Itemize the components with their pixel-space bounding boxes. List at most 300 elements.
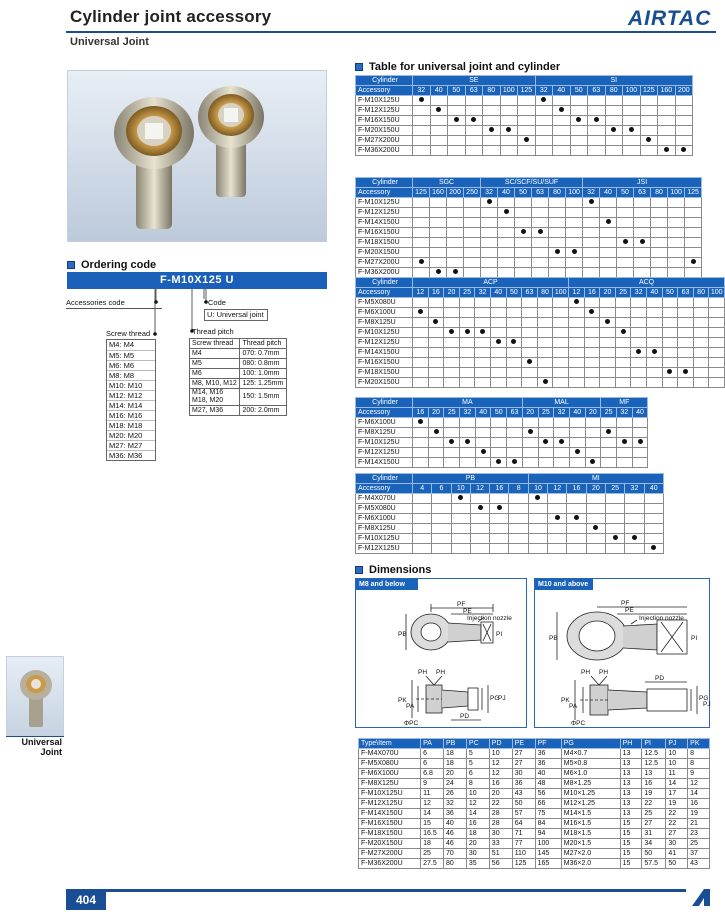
dimension-cell: 50 — [642, 849, 666, 859]
compat-cell — [584, 298, 600, 308]
compat-cell — [518, 96, 536, 106]
compat-row — [356, 494, 664, 504]
compat-cell — [631, 338, 647, 348]
bore-size-header: 10 — [528, 484, 547, 494]
compat-cell — [483, 146, 501, 156]
dimension-cell: 70 — [444, 849, 467, 859]
bore-size-header: 80 — [693, 288, 709, 298]
compat-cell — [709, 338, 725, 348]
compat-cell — [566, 218, 583, 228]
compat-cell — [522, 358, 538, 368]
compat-cell — [566, 248, 583, 258]
compat-cell — [413, 368, 429, 378]
compat-cell — [464, 268, 481, 278]
compat-cell — [601, 448, 617, 458]
compatible-dot-icon — [454, 117, 459, 122]
compat-cell — [549, 258, 566, 268]
compat-cell — [651, 248, 668, 258]
compatible-dot-icon — [453, 269, 458, 274]
bore-size-header: 63 — [588, 86, 606, 96]
compat-cell — [413, 448, 429, 458]
bore-size-header: 100 — [623, 86, 641, 96]
compat-cell — [615, 358, 631, 368]
compat-cell — [615, 348, 631, 358]
compat-cell — [428, 368, 444, 378]
compat-cell — [585, 458, 601, 468]
compat-cell — [428, 338, 444, 348]
compat-cell — [549, 198, 566, 208]
compat-cell — [483, 136, 501, 146]
compat-cell — [566, 198, 583, 208]
compat-cell — [483, 116, 501, 126]
compat-cell — [685, 218, 702, 228]
compat-cell — [625, 544, 644, 554]
dimension-cell: 26 — [444, 789, 467, 799]
compat-cell — [413, 198, 430, 208]
bore-size-header: 25 — [444, 408, 460, 418]
compat-cell — [507, 428, 523, 438]
compat-cell — [640, 96, 658, 106]
compat-cell — [413, 208, 430, 218]
compat-cell — [465, 106, 483, 116]
rod-end-drawing-large — [535, 590, 709, 727]
compat-cell — [413, 494, 432, 504]
compat-cell — [507, 418, 523, 428]
compat-cell — [498, 228, 515, 238]
pitch-row — [190, 406, 287, 416]
dimension-header-cell: PI — [642, 739, 666, 749]
dimension-cell: 18 — [444, 749, 467, 759]
dimension-cell: 14 — [688, 789, 710, 799]
compat-cell — [634, 258, 651, 268]
compat-cell — [475, 418, 491, 428]
compatible-dot-icon — [691, 259, 696, 264]
compat-cell — [509, 504, 528, 514]
compat-cell — [647, 298, 663, 308]
compatible-dot-icon — [535, 495, 540, 500]
dimension-cell: 13 — [620, 769, 642, 779]
bore-size-header: 16 — [567, 484, 586, 494]
dimension-cell: 40 — [535, 769, 561, 779]
compat-cell — [651, 228, 668, 238]
compat-cell — [675, 126, 693, 136]
dimension-row — [359, 779, 710, 789]
label-pf-large: PF — [621, 600, 630, 607]
compat-cell — [685, 208, 702, 218]
compat-cell — [459, 358, 475, 368]
compat-cell — [693, 378, 709, 388]
compat-cell — [522, 458, 538, 468]
compat-cell — [509, 524, 528, 534]
accessory-model-cell: F-M18X150U — [356, 238, 413, 248]
bore-size-header: 80 — [537, 288, 553, 298]
pitch-cell: 150: 1.5mm — [240, 389, 287, 406]
compat-cell — [506, 298, 522, 308]
compat-row — [356, 338, 725, 348]
bore-size-header: 32 — [625, 484, 644, 494]
dimension-cell: 15 — [620, 839, 642, 849]
dimension-cell: 17 — [666, 789, 688, 799]
compat-cell — [522, 378, 538, 388]
compat-cell — [430, 268, 447, 278]
compat-cell — [567, 524, 586, 534]
dimension-cell: 13 — [620, 809, 642, 819]
compatible-dot-icon — [418, 419, 423, 424]
compat-cell — [647, 368, 663, 378]
compat-cell — [490, 514, 509, 524]
compat-cell — [606, 504, 625, 514]
compat-cell — [498, 258, 515, 268]
dimension-cell: 37 — [688, 849, 710, 859]
compat-cell — [588, 146, 606, 156]
dimension-cell: 13 — [642, 769, 666, 779]
compat-cell — [625, 494, 644, 504]
compat-cell — [615, 378, 631, 388]
compatible-dot-icon — [458, 495, 463, 500]
compat-cell — [658, 136, 676, 146]
compat-cell — [586, 544, 605, 554]
compat-cell — [522, 308, 538, 318]
compat-cell — [483, 126, 501, 136]
compat-cell — [522, 348, 538, 358]
compat-cell — [460, 448, 476, 458]
bore-size-header: 20 — [522, 408, 538, 418]
compat-cell — [428, 428, 444, 438]
dimension-header-cell: PE — [512, 739, 535, 749]
compat-cell — [647, 358, 663, 368]
compat-cell — [569, 368, 585, 378]
compat-cell — [448, 96, 466, 106]
compat-cell — [447, 218, 464, 228]
compat-cell — [522, 438, 538, 448]
label-ph-left-large: PH — [581, 669, 591, 676]
bore-size-header: 40 — [490, 288, 506, 298]
compat-cell — [490, 358, 506, 368]
compat-cell — [644, 514, 663, 524]
screw-thread-item: M6: M6 — [107, 360, 155, 370]
compat-cell — [413, 268, 430, 278]
cylinder-series-header: ACQ — [569, 278, 725, 288]
compat-cell — [506, 308, 522, 318]
dimension-row — [359, 789, 710, 799]
compat-table-heading — [355, 61, 560, 73]
compatible-dot-icon — [436, 107, 441, 112]
compat-cell — [538, 458, 554, 468]
bore-size-header: 25 — [459, 288, 475, 298]
compat-cell — [444, 418, 460, 428]
compat-cell — [625, 524, 644, 534]
dimension-row — [359, 769, 710, 779]
compat-cell — [632, 428, 648, 438]
compat-cell — [444, 438, 460, 448]
label-injection-nozzle: Injection nozzle — [467, 615, 512, 622]
compat-cell — [537, 318, 553, 328]
compat-cell — [447, 198, 464, 208]
cylinder-series-header: MF — [601, 398, 648, 408]
compat-cell — [554, 428, 570, 438]
compatible-dot-icon — [559, 439, 564, 444]
dimension-cell: 30 — [466, 849, 489, 859]
compat-cell — [470, 504, 489, 514]
compat-cell — [662, 378, 678, 388]
label-injection-nozzle-large: Injection nozzle — [639, 615, 684, 622]
dimension-cell: 14 — [466, 809, 489, 819]
compat-cell — [498, 238, 515, 248]
compatible-dot-icon — [632, 535, 637, 540]
compat-cell — [662, 328, 678, 338]
compat-cell — [428, 378, 444, 388]
compat-row — [356, 238, 702, 248]
dimension-cell: 30 — [489, 829, 512, 839]
compat-cell — [537, 338, 553, 348]
compat-cell — [459, 318, 475, 328]
compat-cell — [428, 458, 444, 468]
bore-size-header: 40 — [475, 408, 491, 418]
compat-cell — [448, 146, 466, 156]
compat-cell — [432, 504, 451, 514]
dimension-cell: 30 — [512, 769, 535, 779]
compat-cell — [506, 358, 522, 368]
accessory-model-cell: F-M27X200U — [356, 136, 413, 146]
compat-cell — [601, 438, 617, 448]
compat-cell — [535, 96, 553, 106]
dimension-row — [359, 859, 710, 869]
compat-cell — [515, 238, 532, 248]
dimension-cell: 36 — [535, 749, 561, 759]
label-pg: PG — [490, 695, 500, 702]
dimension-cell: 10 — [666, 759, 688, 769]
bore-size-header: 50 — [515, 188, 532, 198]
compatible-dot-icon — [622, 439, 627, 444]
compat-cell — [538, 448, 554, 458]
dimension-cell: 28 — [489, 819, 512, 829]
compat-cell — [605, 106, 623, 116]
compat-cell — [600, 298, 616, 308]
compat-cell — [432, 534, 451, 544]
compat-cell — [500, 146, 518, 156]
cylinder-series-header: ACP — [413, 278, 569, 288]
panel-small-label: M8 and below — [356, 579, 418, 590]
dimension-cell: 36 — [512, 779, 535, 789]
dimension-header-cell: PG — [561, 739, 620, 749]
compat-cell — [460, 418, 476, 428]
compat-cell — [569, 418, 585, 428]
dimension-row — [359, 819, 710, 829]
compat-cell — [553, 348, 569, 358]
dimension-cell: 19 — [666, 799, 688, 809]
compat-cell — [413, 544, 432, 554]
compat-cell — [709, 298, 725, 308]
ordering-code-bar: F-M10X125 U — [67, 272, 327, 289]
dimension-header-cell: PD — [489, 739, 512, 749]
compat-cell — [448, 136, 466, 146]
compat-cell — [647, 328, 663, 338]
compat-cell — [413, 298, 429, 308]
accessory-model-cell: F-M16X150U — [356, 358, 413, 368]
compat-cell — [447, 208, 464, 218]
dimension-row — [359, 839, 710, 849]
compat-row — [356, 378, 725, 388]
compat-cell — [601, 418, 617, 428]
compat-cell — [606, 544, 625, 554]
pitch-cell: 070: 0.7mm — [240, 349, 287, 359]
label-pd-large: PD — [655, 675, 665, 682]
compat-cell — [465, 116, 483, 126]
compatible-dot-icon — [590, 459, 595, 464]
compatible-dot-icon — [667, 369, 672, 374]
section-bullet-icon — [355, 63, 363, 71]
compat-cell — [693, 328, 709, 338]
dimension-cell: F-M20X150U — [359, 839, 421, 849]
compat-cell — [586, 494, 605, 504]
compat-cell — [444, 298, 460, 308]
compat-table — [355, 473, 664, 554]
compat-cell — [490, 534, 509, 544]
compat-cell — [444, 368, 460, 378]
compat-cell — [444, 378, 460, 388]
pitch-cell: M14, M16 M18, M20 — [190, 389, 240, 406]
bore-size-header: 20 — [428, 408, 444, 418]
compat-cell — [549, 218, 566, 228]
accessory-model-cell: F-M10X125U — [356, 438, 413, 448]
dimension-cell: 50 — [666, 859, 688, 869]
compat-cell — [535, 146, 553, 156]
screw-thread-item: M8: M8 — [107, 370, 155, 380]
label-pc: ΦPC — [404, 720, 419, 727]
compatible-dot-icon — [521, 229, 526, 234]
side-label-line-1: Universal — [21, 737, 62, 747]
bore-size-header: 20 — [586, 484, 605, 494]
ordering-code-title: Ordering code — [81, 259, 157, 271]
compat-cell — [475, 448, 491, 458]
compat-row — [356, 328, 725, 338]
compat-cell — [481, 268, 498, 278]
dimension-cell: 145 — [535, 849, 561, 859]
compat-cell — [569, 378, 585, 388]
compatible-dot-icon — [606, 429, 611, 434]
compat-cell — [500, 136, 518, 146]
compat-cell — [600, 218, 617, 228]
compat-cell — [535, 116, 553, 126]
bore-size-header: 25 — [615, 288, 631, 298]
compat-cell — [658, 106, 676, 116]
compat-cell — [675, 106, 693, 116]
compat-cell — [658, 146, 676, 156]
dimension-cell: 12 — [489, 769, 512, 779]
compat-cell — [447, 268, 464, 278]
compat-row — [356, 298, 725, 308]
accessory-model-cell: F-M16X150U — [356, 228, 413, 238]
footer-rule — [66, 889, 686, 892]
compat-cell — [515, 248, 532, 258]
compatible-dot-icon — [589, 199, 594, 204]
bore-size-header: 40 — [632, 408, 648, 418]
label-pe-large: PE — [625, 607, 634, 614]
compat-cell — [490, 298, 506, 308]
compat-cell — [481, 208, 498, 218]
compat-cell — [470, 524, 489, 534]
compat-cell — [634, 268, 651, 278]
compat-cell — [615, 368, 631, 378]
compat-cell — [554, 438, 570, 448]
pitch-cell: 200: 2.0mm — [240, 406, 287, 416]
compat-cell — [459, 308, 475, 318]
compatible-dot-icon — [541, 97, 546, 102]
compat-cell — [553, 146, 571, 156]
dimension-cell: 12.5 — [642, 759, 666, 769]
dimension-row — [359, 759, 710, 769]
compat-cell — [548, 544, 567, 554]
compat-cell — [481, 218, 498, 228]
compat-cell — [537, 308, 553, 318]
accessory-model-cell: F-M12X125U — [356, 338, 413, 348]
bore-size-header: 100 — [500, 86, 518, 96]
compat-cell — [464, 248, 481, 258]
compat-cell — [428, 328, 444, 338]
section-bullet-icon — [355, 566, 363, 574]
accessory-model-cell: F-M16X150U — [356, 116, 413, 126]
compat-cell — [675, 116, 693, 126]
compat-cell — [675, 136, 693, 146]
dimension-cell: 5 — [466, 759, 489, 769]
compat-cell — [623, 126, 641, 136]
compat-cell — [586, 504, 605, 514]
dimension-cell: 48 — [535, 779, 561, 789]
compat-cell — [413, 146, 431, 156]
compatible-dot-icon — [496, 459, 501, 464]
bore-size-header: 125 — [413, 188, 430, 198]
compat-cell — [569, 448, 585, 458]
compat-cell — [509, 534, 528, 544]
dimension-cell: 19 — [688, 809, 710, 819]
compat-cell — [548, 524, 567, 534]
compat-cell — [685, 268, 702, 278]
dimension-cell: M10×1.25 — [561, 789, 620, 799]
accessory-model-cell: F-M12X125U — [356, 448, 413, 458]
pitch-row — [190, 349, 287, 359]
accessory-model-cell: F-M36X200U — [356, 268, 413, 278]
cylinder-series-header: PB — [413, 474, 529, 484]
compat-cell — [553, 308, 569, 318]
dimension-row — [359, 749, 710, 759]
compatible-dot-icon — [538, 229, 543, 234]
compat-cell — [570, 106, 588, 116]
compatible-dot-icon — [611, 127, 616, 132]
pitch-cell: M5 — [190, 359, 240, 369]
thread-pitch-label: Thread pitch — [192, 327, 234, 336]
compat-cell — [507, 448, 523, 458]
compat-cell — [600, 198, 617, 208]
compat-cell — [644, 494, 663, 504]
compat-cell — [451, 504, 470, 514]
compat-cell — [430, 228, 447, 238]
compat-cell — [617, 228, 634, 238]
compat-cell — [588, 106, 606, 116]
compat-cell — [413, 116, 431, 126]
accessory-model-cell: F-M8X125U — [356, 318, 413, 328]
compat-cell — [709, 328, 725, 338]
dimension-cell: 14 — [421, 809, 444, 819]
compat-cell — [498, 198, 515, 208]
compatible-dot-icon — [638, 439, 643, 444]
compat-cell — [631, 368, 647, 378]
compatible-dot-icon — [555, 515, 560, 520]
bore-size-header: 100 — [710, 289, 723, 296]
bore-size-header: 32 — [631, 288, 647, 298]
dimension-cell: 41 — [666, 849, 688, 859]
bore-size-header: 40 — [647, 288, 663, 298]
compat-table — [355, 177, 702, 278]
